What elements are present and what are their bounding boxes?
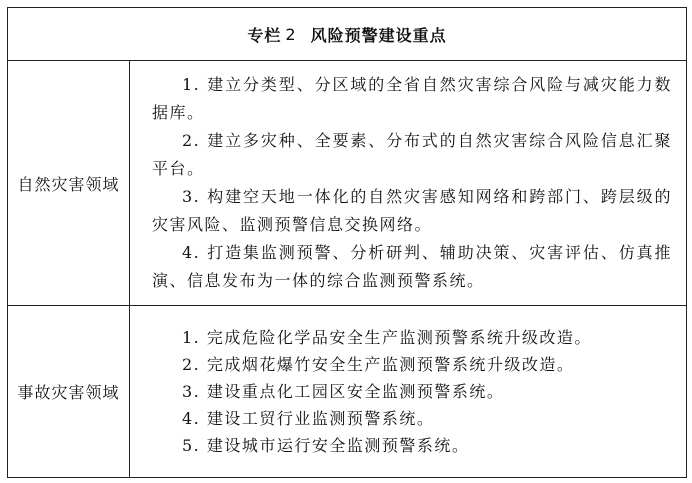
category-label: 自然灾害领域 bbox=[8, 61, 130, 305]
section-accident-disasters bbox=[8, 306, 686, 477]
column-heading: 风险预警建设重点 bbox=[310, 25, 447, 45]
list-item: 2. 建立多灾种、全要素、分布式的自然灾害综合风险信息汇聚平台。 bbox=[152, 131, 672, 178]
category-label: 事故灾害领域 bbox=[8, 306, 130, 477]
column-number: 2 bbox=[285, 24, 297, 44]
list-item: 3. 构建空天地一体化的自然灾害感知网络和跨部门、跨层级的灾害风险、监测预警信息交换网络。 bbox=[152, 187, 672, 234]
list-item: 5. 建设城市运行安全监测预警系统。 bbox=[182, 436, 470, 455]
section-content bbox=[130, 306, 686, 477]
list-item: 1. 建立分类型、分区域的全省自然灾害综合风险与减灾能力数据库。 bbox=[152, 75, 672, 122]
column-label: 专栏 bbox=[247, 25, 282, 45]
list-item: 4. 建设工贸行业监测预警系统。 bbox=[182, 409, 435, 428]
column-box bbox=[7, 7, 687, 478]
list-item: 1. 完成危险化学品安全生产监测预警系统升级改造。 bbox=[182, 328, 592, 347]
column-title bbox=[8, 8, 686, 61]
list-item: 3. 建设重点化工园区安全监测预警系统。 bbox=[182, 382, 505, 401]
section-natural-disasters bbox=[8, 61, 686, 306]
section-content bbox=[130, 61, 686, 305]
list-item: 4. 打造集监测预警、分析研判、辅助决策、灾害评估、仿真推演、信息发布为一体的综合监测预警系统。 bbox=[152, 243, 672, 290]
list-item: 2. 完成烟花爆竹安全生产监测预警系统升级改造。 bbox=[182, 355, 575, 374]
